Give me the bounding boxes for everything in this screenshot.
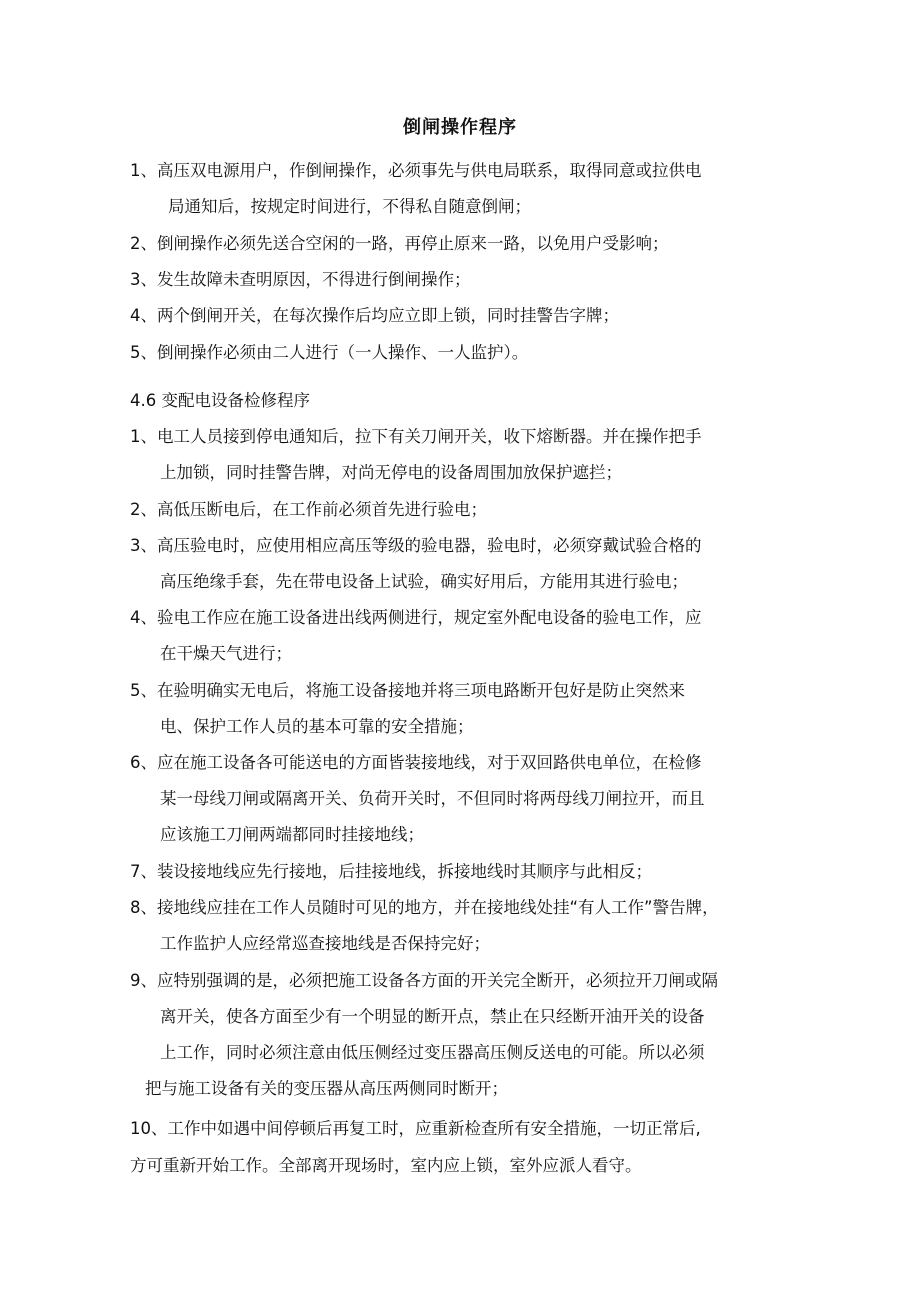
- list-item-4: [130, 607, 702, 629]
- list-item-2: [130, 499, 487, 521]
- list-item-9: [130, 970, 718, 992]
- item-number: 5、: [130, 681, 157, 700]
- list-item-5-cont: 电、保护工作人员的基本可靠的安全措施；: [160, 717, 474, 736]
- item-number: 7、: [130, 862, 157, 881]
- item-text: 应在施工设备各可能送电的方面皆装接地线，对于双回路供电单位，在检修: [157, 753, 702, 772]
- item-text: 接地线应挂在工作人员随时可见的地方，并在接地线处挂“有人工作”警告牌，: [157, 898, 719, 917]
- item-number: 1、: [130, 427, 157, 446]
- list-item-4: [130, 305, 619, 327]
- list-item-4-cont: 在干燥天气进行；: [160, 644, 292, 663]
- list-item-1: [130, 160, 702, 182]
- item-text: 装设接地线应先行接地，后挂接地线，拆接地线时其顺序与此相反；: [157, 862, 652, 881]
- item-text: 高低压断电后，在工作前必须首先进行验电；: [157, 500, 487, 519]
- list-item-10-cont: 方可重新开始工作。全部离开现场时，室内应上锁，室外应派人看守。: [130, 1156, 642, 1175]
- list-item-6-cont: 应该施工刀闸两端都同时挂接地线；: [160, 825, 424, 844]
- item-number: 10、: [130, 1119, 168, 1138]
- list-item-3: [130, 535, 702, 557]
- item-number: 1、: [130, 161, 157, 180]
- list-item-8-cont: 工作监护人应经常巡查接地线是否保持完好；: [160, 934, 490, 953]
- list-item-1-cont: 局通知后，按规定时间进行，不得私自随意倒闸；: [168, 197, 531, 216]
- section-heading: 4.6 变配电设备检修程序: [130, 391, 310, 410]
- item-text: 电工人员接到停电通知后，拉下有关刀闸开关，收下熔断器。并在操作把手: [157, 427, 702, 446]
- list-item-6-cont: 某一母线刀闸或隔离开关、负荷开关时，不但同时将两母线刀闸拉开，而且: [160, 789, 705, 808]
- list-item-7: [130, 861, 652, 883]
- page-title: 倒闸操作程序: [403, 117, 517, 138]
- item-number: 3、: [130, 270, 157, 289]
- list-item-8: [130, 897, 719, 919]
- list-item-1-cont: 上加锁，同时挂警告牌，对尚无停电的设备周围加放保护遮拦；: [160, 463, 622, 482]
- list-item-9-cont: 上工作，同时必须注意由低压侧经过变压器高压侧反送电的可能。所以必须: [160, 1043, 705, 1062]
- list-item-5: [130, 342, 528, 364]
- item-text: 验电工作应在施工设备进出线两侧进行，规定室外配电设备的验电工作，应: [157, 608, 702, 627]
- list-item-2: [130, 233, 669, 255]
- item-text: 工作中如遇中间停顿后再复工时，应重新检查所有安全措施，一切正常后,: [167, 1119, 701, 1138]
- item-text: 高压验电时，应使用相应高压等级的验电器，验电时，必须穿戴试验合格的: [157, 536, 702, 555]
- list-item-9-cont: 离开关，使各方面至少有一个明显的断开点，禁止在只经断开油开关的设备: [160, 1007, 705, 1026]
- item-text: 在验明确实无电后，将施工设备接地并将三项电路断开包好是防止突然来: [157, 681, 685, 700]
- list-item-3: [130, 269, 471, 291]
- item-text: 两个倒闸开关，在每次操作后均应立即上锁，同时挂警告字牌；: [157, 306, 619, 325]
- list-item-1: [130, 426, 702, 448]
- list-item-9-cont: 把与施工设备有关的变压器从高压两侧同时断开；: [145, 1079, 508, 1098]
- item-text: 应特别强调的是，必须把施工设备各方面的开关完全断开，必须拉开刀闸或隔: [157, 971, 718, 990]
- item-number: 6、: [130, 753, 157, 772]
- list-item-3-cont: 高压绝缘手套，先在带电设备上试验，确实好用后，方能用其进行验电；: [160, 572, 688, 591]
- item-number: 2、: [130, 234, 157, 253]
- item-number: 4、: [130, 608, 157, 627]
- item-text: 倒闸操作必须先送合空闲的一路，再停止原来一路，以免用户受影响；: [157, 234, 669, 253]
- item-number: 9、: [130, 971, 157, 990]
- list-item-10: [130, 1118, 701, 1140]
- item-number: 3、: [130, 536, 157, 555]
- item-number: 4、: [130, 306, 157, 325]
- item-text: 高压双电源用户，作倒闸操作，必须事先与供电局联系，取得同意或拉供电: [157, 161, 702, 180]
- item-number: 8、: [130, 898, 157, 917]
- list-item-5: [130, 680, 685, 702]
- item-text: 发生故障未查明原因，不得进行倒闸操作；: [157, 270, 471, 289]
- list-item-6: [130, 752, 702, 774]
- item-text: 倒闸操作必须由二人进行（一人操作、一人监护）。: [157, 343, 529, 362]
- item-number: 2、: [130, 500, 157, 519]
- item-number: 5、: [130, 343, 157, 362]
